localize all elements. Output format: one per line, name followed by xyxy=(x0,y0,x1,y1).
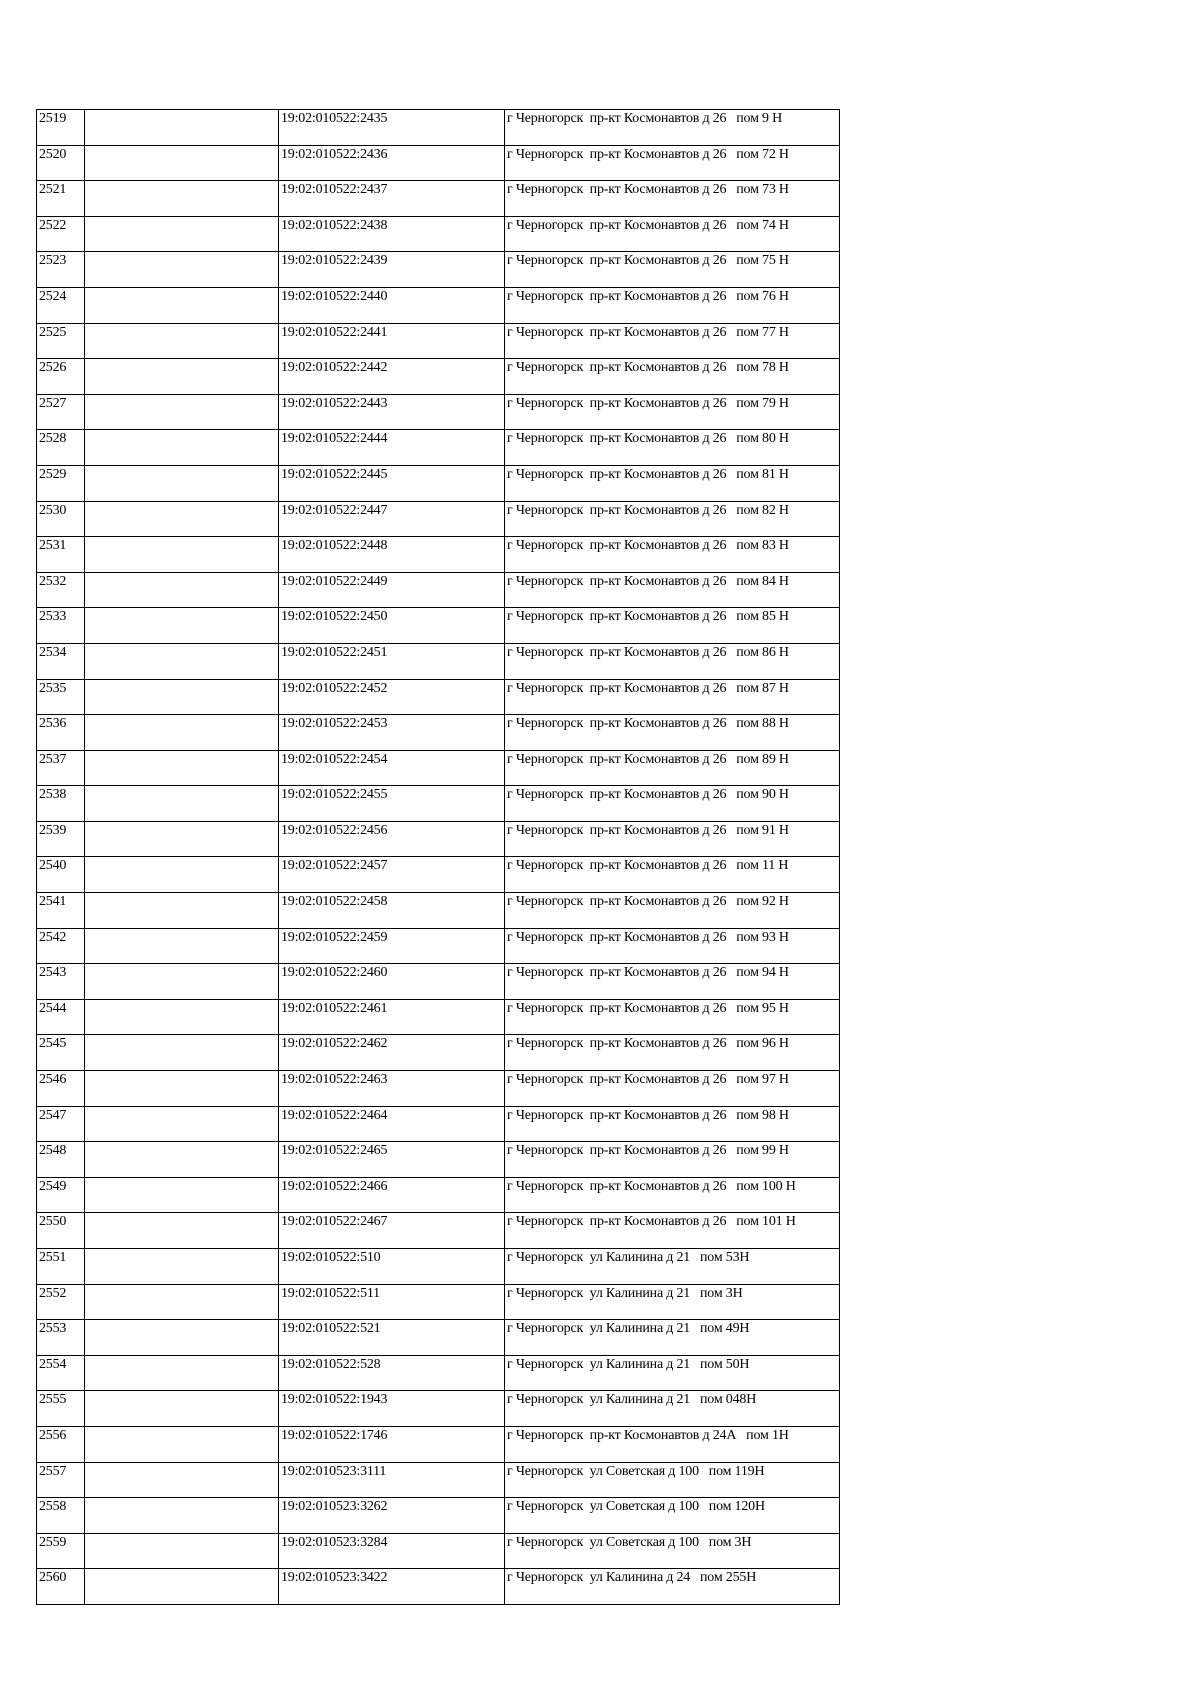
row-number-cell: 2519 xyxy=(37,110,85,146)
empty-cell xyxy=(85,1106,279,1142)
address-cell: г Черногорск пр-кт Космонавтов д 26 пом 75 Н xyxy=(505,252,840,288)
row-number-cell: 2553 xyxy=(37,1320,85,1356)
empty-cell xyxy=(85,1177,279,1213)
row-number-cell: 2527 xyxy=(37,394,85,430)
empty-cell xyxy=(85,1035,279,1071)
row-number-cell: 2550 xyxy=(37,1213,85,1249)
cadastral-number-cell: 19:02:010522:2454 xyxy=(279,750,505,786)
empty-cell xyxy=(85,928,279,964)
table-row xyxy=(37,252,840,288)
row-number-cell: 2530 xyxy=(37,501,85,537)
cadastral-number-cell: 19:02:010522:2466 xyxy=(279,1177,505,1213)
row-number-cell: 2540 xyxy=(37,857,85,893)
cadastral-number-cell: 19:02:010523:3422 xyxy=(279,1569,505,1605)
registry-table xyxy=(36,109,840,1605)
table-row xyxy=(37,643,840,679)
cadastral-number-cell: 19:02:010522:1943 xyxy=(279,1391,505,1427)
address-cell: г Черногорск пр-кт Космонавтов д 26 пом 98 Н xyxy=(505,1106,840,1142)
address-cell: г Черногорск пр-кт Космонавтов д 26 пом 87 Н xyxy=(505,679,840,715)
row-number-cell: 2557 xyxy=(37,1462,85,1498)
cadastral-number-cell: 19:02:010522:2448 xyxy=(279,537,505,573)
table-row xyxy=(37,928,840,964)
empty-cell xyxy=(85,465,279,501)
cadastral-number-cell: 19:02:010522:528 xyxy=(279,1355,505,1391)
row-number-cell: 2528 xyxy=(37,430,85,466)
cadastral-number-cell: 19:02:010522:2447 xyxy=(279,501,505,537)
cadastral-number-cell: 19:02:010522:2451 xyxy=(279,643,505,679)
table-row xyxy=(37,287,840,323)
row-number-cell: 2523 xyxy=(37,252,85,288)
table-row xyxy=(37,323,840,359)
address-cell: г Черногорск ул Калинина д 21 пом 53Н xyxy=(505,1249,840,1285)
table-row xyxy=(37,750,840,786)
empty-cell xyxy=(85,430,279,466)
address-cell: г Черногорск пр-кт Космонавтов д 26 пом 9 Н xyxy=(505,110,840,146)
address-cell: г Черногорск ул Калинина д 24 пом 255Н xyxy=(505,1569,840,1605)
address-cell: г Черногорск пр-кт Космонавтов д 26 пом 86 Н xyxy=(505,643,840,679)
cadastral-number-cell: 19:02:010522:2459 xyxy=(279,928,505,964)
empty-cell xyxy=(85,359,279,395)
address-cell: г Черногорск пр-кт Космонавтов д 26 пом 73 Н xyxy=(505,181,840,217)
cadastral-number-cell: 19:02:010522:2452 xyxy=(279,679,505,715)
address-cell: г Черногорск пр-кт Космонавтов д 26 пом 93 Н xyxy=(505,928,840,964)
empty-cell xyxy=(85,537,279,573)
cadastral-number-cell: 19:02:010523:3262 xyxy=(279,1498,505,1534)
row-number-cell: 2534 xyxy=(37,643,85,679)
empty-cell xyxy=(85,110,279,146)
row-number-cell: 2551 xyxy=(37,1249,85,1285)
cadastral-number-cell: 19:02:010522:2467 xyxy=(279,1213,505,1249)
cadastral-number-cell: 19:02:010522:2443 xyxy=(279,394,505,430)
row-number-cell: 2539 xyxy=(37,821,85,857)
address-cell: г Черногорск пр-кт Космонавтов д 26 пом 94 Н xyxy=(505,964,840,1000)
address-cell: г Черногорск ул Советская д 100 пом 3Н xyxy=(505,1533,840,1569)
row-number-cell: 2520 xyxy=(37,145,85,181)
address-cell: г Черногорск пр-кт Космонавтов д 26 пом 95 Н xyxy=(505,999,840,1035)
row-number-cell: 2548 xyxy=(37,1142,85,1178)
address-cell: г Черногорск пр-кт Космонавтов д 26 пом 74 Н xyxy=(505,216,840,252)
row-number-cell: 2529 xyxy=(37,465,85,501)
address-cell: г Черногорск ул Калинина д 21 пом 048Н xyxy=(505,1391,840,1427)
table-row xyxy=(37,181,840,217)
row-number-cell: 2526 xyxy=(37,359,85,395)
address-cell: г Черногорск пр-кт Космонавтов д 26 пом 91 Н xyxy=(505,821,840,857)
table-row xyxy=(37,1177,840,1213)
address-cell: г Черногорск пр-кт Космонавтов д 26 пом 80 Н xyxy=(505,430,840,466)
empty-cell xyxy=(85,1320,279,1356)
row-number-cell: 2555 xyxy=(37,1391,85,1427)
address-cell: г Черногорск пр-кт Космонавтов д 26 пом 83 Н xyxy=(505,537,840,573)
table-row xyxy=(37,679,840,715)
address-cell: г Черногорск пр-кт Космонавтов д 26 пом 82 Н xyxy=(505,501,840,537)
empty-cell xyxy=(85,394,279,430)
cadastral-number-cell: 19:02:010522:2445 xyxy=(279,465,505,501)
table-row xyxy=(37,1213,840,1249)
empty-cell xyxy=(85,608,279,644)
row-number-cell: 2544 xyxy=(37,999,85,1035)
empty-cell xyxy=(85,1213,279,1249)
row-number-cell: 2532 xyxy=(37,572,85,608)
row-number-cell: 2554 xyxy=(37,1355,85,1391)
table-row xyxy=(37,110,840,146)
table-row xyxy=(37,216,840,252)
address-cell: г Черногорск ул Калинина д 21 пом 49Н xyxy=(505,1320,840,1356)
table-row xyxy=(37,1284,840,1320)
table-row xyxy=(37,572,840,608)
row-number-cell: 2543 xyxy=(37,964,85,1000)
address-cell: г Черногорск пр-кт Космонавтов д 26 пом 78 Н xyxy=(505,359,840,395)
empty-cell xyxy=(85,1498,279,1534)
address-cell: г Черногорск пр-кт Космонавтов д 26 пом 92 Н xyxy=(505,893,840,929)
table-row xyxy=(37,821,840,857)
empty-cell xyxy=(85,715,279,751)
table-row xyxy=(37,359,840,395)
empty-cell xyxy=(85,181,279,217)
empty-cell xyxy=(85,1355,279,1391)
empty-cell xyxy=(85,679,279,715)
empty-cell xyxy=(85,287,279,323)
address-cell: г Черногорск пр-кт Космонавтов д 26 пом 99 Н xyxy=(505,1142,840,1178)
cadastral-number-cell: 19:02:010522:2441 xyxy=(279,323,505,359)
cadastral-number-cell: 19:02:010522:2457 xyxy=(279,857,505,893)
empty-cell xyxy=(85,145,279,181)
table-row xyxy=(37,145,840,181)
cadastral-number-cell: 19:02:010522:2435 xyxy=(279,110,505,146)
row-number-cell: 2541 xyxy=(37,893,85,929)
empty-cell xyxy=(85,786,279,822)
cadastral-number-cell: 19:02:010522:2444 xyxy=(279,430,505,466)
row-number-cell: 2538 xyxy=(37,786,85,822)
table-row xyxy=(37,715,840,751)
cadastral-number-cell: 19:02:010522:521 xyxy=(279,1320,505,1356)
cadastral-number-cell: 19:02:010522:2439 xyxy=(279,252,505,288)
empty-cell xyxy=(85,821,279,857)
empty-cell xyxy=(85,857,279,893)
table-row xyxy=(37,1462,840,1498)
table-row xyxy=(37,1355,840,1391)
address-cell: г Черногорск пр-кт Космонавтов д 26 пом 11 Н xyxy=(505,857,840,893)
table-row xyxy=(37,1320,840,1356)
table-row xyxy=(37,1106,840,1142)
empty-cell xyxy=(85,216,279,252)
address-cell: г Черногорск пр-кт Космонавтов д 26 пом 96 Н xyxy=(505,1035,840,1071)
cadastral-number-cell: 19:02:010522:1746 xyxy=(279,1426,505,1462)
row-number-cell: 2560 xyxy=(37,1569,85,1605)
address-cell: г Черногорск пр-кт Космонавтов д 26 пом 81 Н xyxy=(505,465,840,501)
address-cell: г Черногорск пр-кт Космонавтов д 26 пом 90 Н xyxy=(505,786,840,822)
empty-cell xyxy=(85,1426,279,1462)
row-number-cell: 2525 xyxy=(37,323,85,359)
cadastral-number-cell: 19:02:010522:2438 xyxy=(279,216,505,252)
empty-cell xyxy=(85,1569,279,1605)
table-row xyxy=(37,430,840,466)
address-cell: г Черногорск ул Советская д 100 пом 120Н xyxy=(505,1498,840,1534)
cadastral-number-cell: 19:02:010522:2464 xyxy=(279,1106,505,1142)
address-cell: г Черногорск пр-кт Космонавтов д 24А пом 1Н xyxy=(505,1426,840,1462)
cadastral-number-cell: 19:02:010522:510 xyxy=(279,1249,505,1285)
cadastral-number-cell: 19:02:010522:2449 xyxy=(279,572,505,608)
cadastral-number-cell: 19:02:010522:2458 xyxy=(279,893,505,929)
empty-cell xyxy=(85,501,279,537)
row-number-cell: 2546 xyxy=(37,1071,85,1107)
cadastral-number-cell: 19:02:010522:2461 xyxy=(279,999,505,1035)
address-cell: г Черногорск ул Калинина д 21 пом 3Н xyxy=(505,1284,840,1320)
table-row xyxy=(37,857,840,893)
table-row xyxy=(37,608,840,644)
row-number-cell: 2531 xyxy=(37,537,85,573)
row-number-cell: 2556 xyxy=(37,1426,85,1462)
empty-cell xyxy=(85,999,279,1035)
empty-cell xyxy=(85,1462,279,1498)
empty-cell xyxy=(85,1284,279,1320)
cadastral-number-cell: 19:02:010522:2436 xyxy=(279,145,505,181)
registry-table-body xyxy=(37,110,840,1605)
row-number-cell: 2535 xyxy=(37,679,85,715)
row-number-cell: 2533 xyxy=(37,608,85,644)
address-cell: г Черногорск пр-кт Космонавтов д 26 пом 101 Н xyxy=(505,1213,840,1249)
row-number-cell: 2549 xyxy=(37,1177,85,1213)
cadastral-number-cell: 19:02:010522:2453 xyxy=(279,715,505,751)
empty-cell xyxy=(85,572,279,608)
empty-cell xyxy=(85,1391,279,1427)
table-row xyxy=(37,394,840,430)
empty-cell xyxy=(85,1249,279,1285)
empty-cell xyxy=(85,1533,279,1569)
cadastral-number-cell: 19:02:010522:2455 xyxy=(279,786,505,822)
table-row xyxy=(37,893,840,929)
table-row xyxy=(37,537,840,573)
empty-cell xyxy=(85,323,279,359)
address-cell: г Черногорск пр-кт Космонавтов д 26 пом 97 Н xyxy=(505,1071,840,1107)
table-row xyxy=(37,999,840,1035)
address-cell: г Черногорск пр-кт Космонавтов д 26 пом 100 Н xyxy=(505,1177,840,1213)
table-row xyxy=(37,1498,840,1534)
address-cell: г Черногорск ул Калинина д 21 пом 50Н xyxy=(505,1355,840,1391)
empty-cell xyxy=(85,1071,279,1107)
row-number-cell: 2537 xyxy=(37,750,85,786)
address-cell: г Черногорск пр-кт Космонавтов д 26 пом 89 Н xyxy=(505,750,840,786)
empty-cell xyxy=(85,643,279,679)
row-number-cell: 2552 xyxy=(37,1284,85,1320)
cadastral-number-cell: 19:02:010522:2460 xyxy=(279,964,505,1000)
empty-cell xyxy=(85,893,279,929)
row-number-cell: 2521 xyxy=(37,181,85,217)
row-number-cell: 2542 xyxy=(37,928,85,964)
address-cell: г Черногорск ул Советская д 100 пом 119Н xyxy=(505,1462,840,1498)
table-row xyxy=(37,1426,840,1462)
cadastral-number-cell: 19:02:010523:3111 xyxy=(279,1462,505,1498)
cadastral-number-cell: 19:02:010522:2442 xyxy=(279,359,505,395)
table-row xyxy=(37,1035,840,1071)
table-row xyxy=(37,1071,840,1107)
address-cell: г Черногорск пр-кт Космонавтов д 26 пом 72 Н xyxy=(505,145,840,181)
row-number-cell: 2558 xyxy=(37,1498,85,1534)
cadastral-number-cell: 19:02:010522:2437 xyxy=(279,181,505,217)
row-number-cell: 2524 xyxy=(37,287,85,323)
cadastral-number-cell: 19:02:010522:2456 xyxy=(279,821,505,857)
table-row xyxy=(37,964,840,1000)
table-row xyxy=(37,1569,840,1605)
address-cell: г Черногорск пр-кт Космонавтов д 26 пом 84 Н xyxy=(505,572,840,608)
cadastral-number-cell: 19:02:010522:2465 xyxy=(279,1142,505,1178)
address-cell: г Черногорск пр-кт Космонавтов д 26 пом 76 Н xyxy=(505,287,840,323)
empty-cell xyxy=(85,252,279,288)
table-row xyxy=(37,1142,840,1178)
cadastral-number-cell: 19:02:010522:2463 xyxy=(279,1071,505,1107)
row-number-cell: 2545 xyxy=(37,1035,85,1071)
address-cell: г Черногорск пр-кт Космонавтов д 26 пом 85 Н xyxy=(505,608,840,644)
table-row xyxy=(37,1249,840,1285)
cadastral-number-cell: 19:02:010522:511 xyxy=(279,1284,505,1320)
cadastral-number-cell: 19:02:010522:2440 xyxy=(279,287,505,323)
table-row xyxy=(37,1391,840,1427)
cadastral-number-cell: 19:02:010522:2450 xyxy=(279,608,505,644)
empty-cell xyxy=(85,964,279,1000)
cadastral-number-cell: 19:02:010523:3284 xyxy=(279,1533,505,1569)
empty-cell xyxy=(85,1142,279,1178)
empty-cell xyxy=(85,750,279,786)
table-row xyxy=(37,501,840,537)
address-cell: г Черногорск пр-кт Космонавтов д 26 пом 88 Н xyxy=(505,715,840,751)
row-number-cell: 2522 xyxy=(37,216,85,252)
cadastral-number-cell: 19:02:010522:2462 xyxy=(279,1035,505,1071)
address-cell: г Черногорск пр-кт Космонавтов д 26 пом 79 Н xyxy=(505,394,840,430)
row-number-cell: 2547 xyxy=(37,1106,85,1142)
table-row xyxy=(37,786,840,822)
row-number-cell: 2536 xyxy=(37,715,85,751)
table-row xyxy=(37,1533,840,1569)
row-number-cell: 2559 xyxy=(37,1533,85,1569)
address-cell: г Черногорск пр-кт Космонавтов д 26 пом 77 Н xyxy=(505,323,840,359)
table-row xyxy=(37,465,840,501)
